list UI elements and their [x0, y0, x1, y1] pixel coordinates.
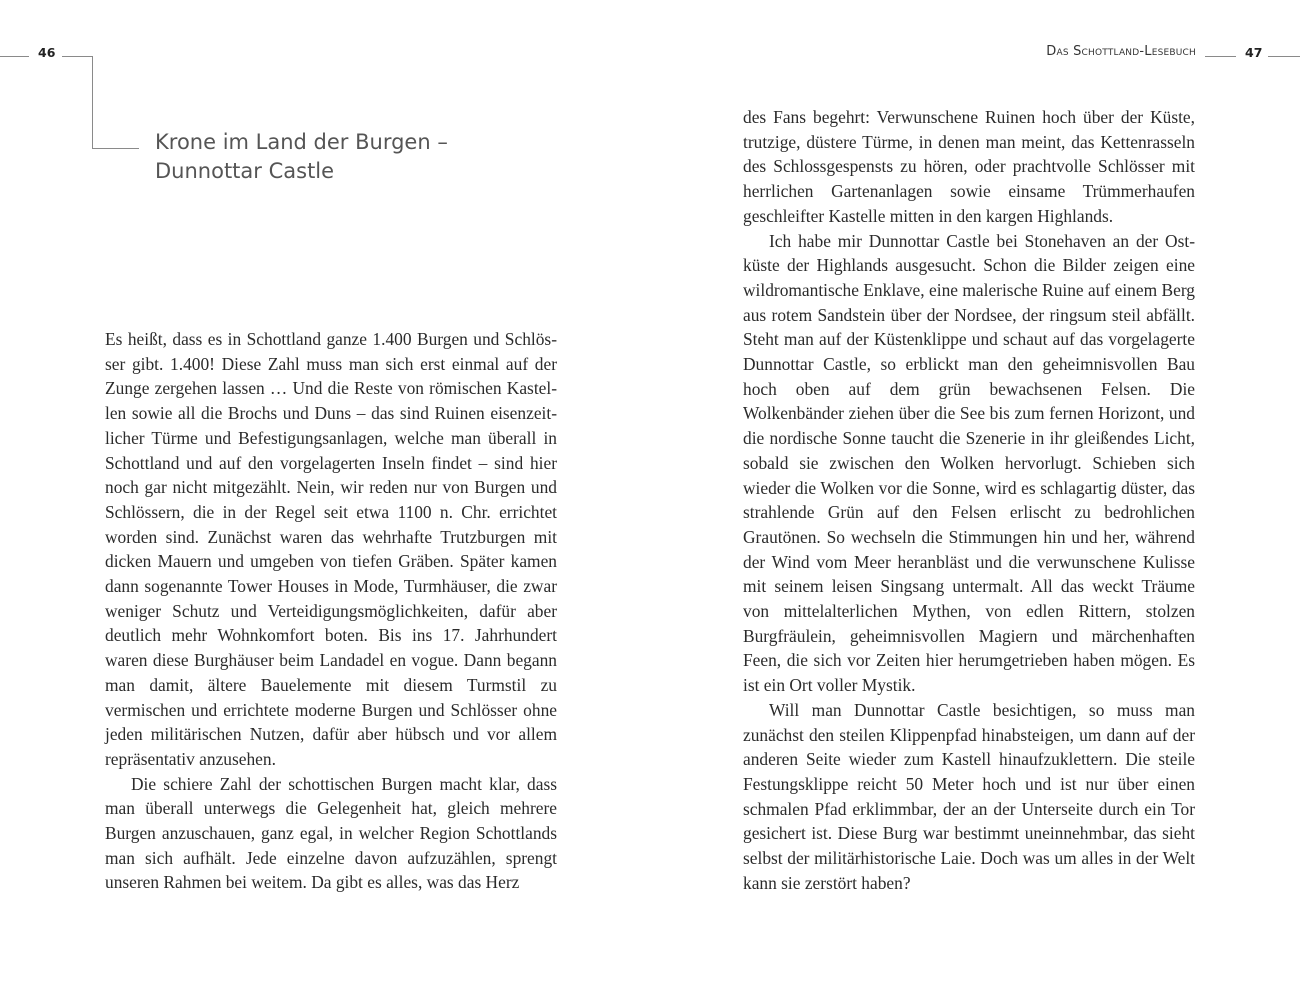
- header-rule-right-inner: [1205, 56, 1236, 57]
- header-rule-left-inner: [62, 56, 93, 57]
- chapter-title-line-2: Dunnottar Castle: [155, 159, 335, 183]
- paragraph: Es heißt, dass es in Schottland ganze 1.400 Burgen und Schlösser gibt. 1.400! Diese Zahl muss man sich erst einmal auf der Zunge zergehen lassen … Und die Reste von römischen Kastellen sowie all die Brochs und Duns – das sind Ruinen eisenzeitlicher Türme und Befestigungsanlagen, welche man überall in Schottland und auf den vorgelagerten Inseln findet – sind hier noch gar nicht mitgezählt. Nein, wir reden nur von Burgen und Schlössern, die in der Regel seit etwa 1100 n. Chr. errichtet worden sind. Zunächst waren das wehrhafte Trutzburgen mit dicken Mauern und umgeben von tiefen Gräben. Später kamen dann sogenannte Tower Houses in Mode, Turmhäuser, die zwar weniger Schutz und Verteidigungsmöglichkeiten, dafür aber deutlich mehr Wohnkomfort boten. Bis ins 17. Jahrhundert waren diese Burghäuser beim Landadel en vogue. Dann begann man damit, ältere Bauelemente mit diesem Turmstil zu vermischen und errichtete moderne Burgen und Schlösser ohne jeden militärischen Nutzen, dafür aber hübsch und vor allem repräsentativ anzusehen.: [105, 329, 557, 769]
- left-page-body: [105, 327, 557, 895]
- page-number-left: 46: [38, 45, 56, 60]
- paragraph: Ich habe mir Dunnottar Castle bei Stonehaven an der Ostküste der Highlands ausgesucht. Schon die Bilder zeigen eine wildromantische Enklave, eine malerische Ruine auf einem Berg aus rotem Sandstein über der Nordsee, der ringsum steil abfällt. Steht man auf der Küstenklippe und schaut auf das vorgelagerte Dunnottar Castle, so erblickt man den geheimnisvollen Bau hoch oben auf dem grün bewachsenen Felsen. Die Wolkenbänder ziehen über die See bis zum fernen Horizont, und die nordische Sonne taucht die Szenerie in ihr gleißendes Licht, sobald sie zwischen den Wolken hervorlugt. Schieben sich wieder die Wolken vor die Sonne, wird es schlagartig düster, das strahlende Grün auf den Felsen erlischt zu bedrohlichen Grautönen. So wechseln die Stimmungen hin und her, während der Wind vom Meer heranbläst und die verwunschene Kulisse mit seinem leisen Singsang untermalt. All das weckt Träume von mittelalterlichen Mythen, von edlen Rittern, stolzen Burgfräulein, geheimnisvollen Magiern und märchenhaften Feen, die sich vor Zeiten hier herumgetrieben haben mögen. Es ist ein Ort voller Mystik.: [743, 230, 1195, 696]
- chapter-title: [155, 128, 448, 186]
- paragraph: des Fans begehrt: Verwunschene Ruinen hoch über der Küste, trutzige, düstere Türme, in denen man meint, das Kettenrasseln des Schlossgespensts zu hören, oder prachtvolle Schlösser mit herrlichen Gartenanlagen sowie einsame Trümmerhaufen geschleifter Kastelle mitten in den kargen Highlands.: [743, 107, 1195, 226]
- paragraph: Will man Dunnottar Castle besichtigen, so muss man zunächst den steilen Klippenpfad hinabsteigen, um dann auf der anderen Seite wieder zum Kastell hinaufzuklettern. Die steile Festungsklippe reicht 50 Meter hoch und ist nur über einen schmalen Pfad erklimmbar, der an der Unterseite durch ein Tor gesichert ist. Diese Burg war bestimmt uneinnehmbar, das sieht selbst der militärhistorische Laie. Doch was um alles in der Welt kann sie zerstört haben?: [743, 699, 1195, 893]
- page-number-right: 47: [1245, 45, 1263, 60]
- paragraph: Die schiere Zahl der schottischen Burgen macht klar, dass man überall unterwegs die Gelegenheit hat, gleich mehrere Burgen anzuschauen, ganz egal, in welcher Region Schottlands man sich aufhält. Jede einzelne davon aufzuzählen, sprengt unseren Rahmen bei weitem. Da gibt es alles, was das Herz: [105, 773, 557, 893]
- right-page-body: [743, 105, 1195, 896]
- chapter-bracket-horizontal: [92, 148, 139, 149]
- chapter-title-line-1: Krone im Land der Burgen –: [155, 130, 448, 154]
- running-head: Das Schottland-Lesebuch: [1046, 44, 1196, 59]
- header-rule-left-outer: [0, 56, 29, 57]
- header-rule-right-outer: [1268, 56, 1300, 57]
- chapter-bracket-vertical: [92, 56, 93, 149]
